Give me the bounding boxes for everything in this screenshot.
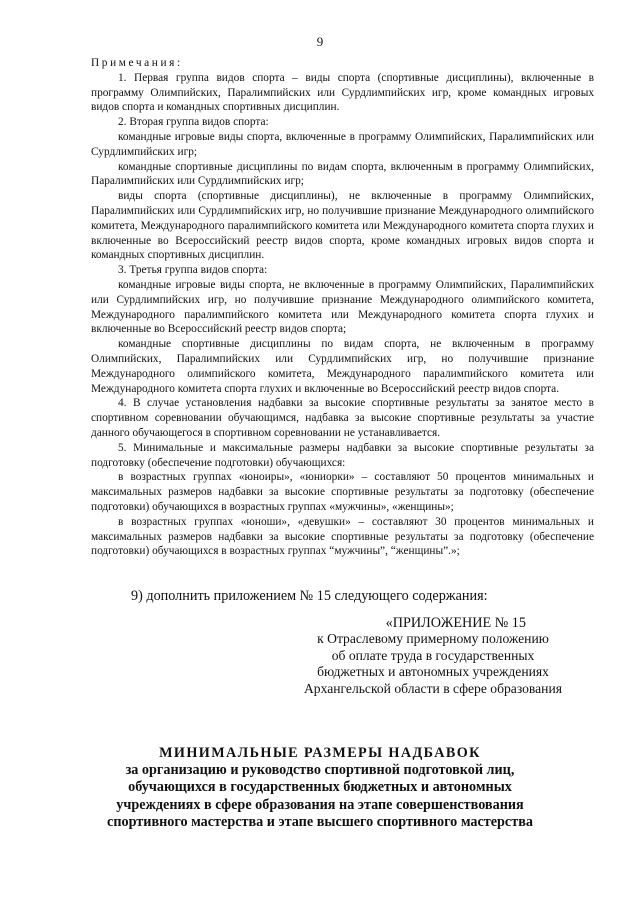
note-paragraph: 5. Минимальные и максимальные размеры надбавки за высокие спортивные результаты за подготовку (обеспечение подготовки) обучающихся: xyxy=(91,441,594,469)
note-paragraph: командные спортивные дисциплины по видам спорта, включенным в программу Олимпийских, Паралимпийских или Сурдлимпийских игр; xyxy=(91,160,594,188)
sub-item-9: 9) дополнить приложением № 15 следующего содержания: xyxy=(131,588,488,604)
note-paragraph: 3. Третья группа видов спорта: xyxy=(118,264,268,277)
appendix-title: «ПРИЛОЖЕНИЕ № 15 xyxy=(385,615,526,631)
note-paragraph: командные спортивные дисциплины по видам спорта, не включенным в программу Олимпийских, Паралимпийских или Сурдлимпийских игр, но получившие признание Международного олимпийского комитета, Международного паралимпийского комитета или Международного комитета спорта глухих и включенные во Всероссийский реестр видов спорта. xyxy=(91,338,594,395)
note-paragraph: в возрастных группах «юноши», «девушки» – составляют 30 процентов минимальных и максимальных размеров надбавки за высокие спортивные результаты за подготовку (обеспечение подготовки) обучающихся в возрастных группах “мужчины”, “женщины”.»; xyxy=(91,515,594,558)
heading-title: МИНИМАЛЬНЫЕ РАЗМЕРЫ НАДБАВОК xyxy=(159,745,481,761)
notes-section xyxy=(91,56,594,559)
note-paragraph: командные игровые виды спорта, включенные в программу Олимпийских, Паралимпийских или Сурдлимпийских игр; xyxy=(91,130,594,158)
heading-line: за организацию и руководство спортивной подготовкой лиц, xyxy=(125,762,515,779)
appendix-line: бюджетных и автономных учреждениях xyxy=(317,664,549,680)
appendix-block xyxy=(270,615,596,697)
note-paragraph: 1. Первая группа видов спорта – виды спорта (спортивные дисциплины), включенные в программу Олимпийских, Паралимпийских или Сурдлимпийских игр, кроме командных игровых видов спорта и командных спортивных дисциплин. xyxy=(91,71,594,114)
note-paragraph: 2. Вторая группа видов спорта: xyxy=(118,116,269,129)
note-paragraph: виды спорта (спортивные дисциплины), не включенные в программу Олимпийских, Паралимпийских или Сурдлимпийских игр, но получившие признание Международного олимпийского комитета, Международного паралимпийского комитета или Международного комитета спорта глухих и включенные во Всероссийский реестр видов спорта, кроме командных игровых видов спорта и командных спортивных дисциплин. xyxy=(91,190,594,262)
appendix-line: Архангельской области в сфере образования xyxy=(303,680,562,696)
note-paragraph: 4. В случае установления надбавки за высокие спортивные результаты за занятое место в спортивном соревновании обучающимся, надбавка за высокие спортивные результаты за участие данного обучающегося в спортивном соревновании не устанавливается. xyxy=(91,397,594,439)
appendix-line: об оплате труда в государственных xyxy=(331,647,535,663)
heading-line: спортивного мастерства и этапе высшего спортивного мастерства xyxy=(107,813,533,830)
notes-header: Примечания: xyxy=(91,57,183,69)
page-number: 9 xyxy=(316,34,324,49)
section-heading xyxy=(60,745,580,831)
heading-line: обучающихся в государственных бюджетных и автономных xyxy=(128,779,512,796)
appendix-line: к Отраслевому примерному положению xyxy=(317,631,549,647)
note-paragraph: командные игровые виды спорта, не включенные в программу Олимпийских, Паралимпийских или Сурдлимпийских игр, но получившие признание Международного олимпийского комитета, Международного паралимпийского комитета или Международного комитета спорта глухих и включенные во Всероссийский реестр видов спорта; xyxy=(91,278,594,336)
heading-line: учреждениях в сфере образования на этапе совершенствования xyxy=(116,796,524,813)
note-paragraph: в возрастных группах «юноиры», «юниорки» – составляют 50 процентов минимальных и максимальных размеров надбавки за высокие спортивные результаты за подготовку (обеспечение подготовки) обучающихся в возрастных группах «мужчины», «женщины»; xyxy=(91,471,594,513)
